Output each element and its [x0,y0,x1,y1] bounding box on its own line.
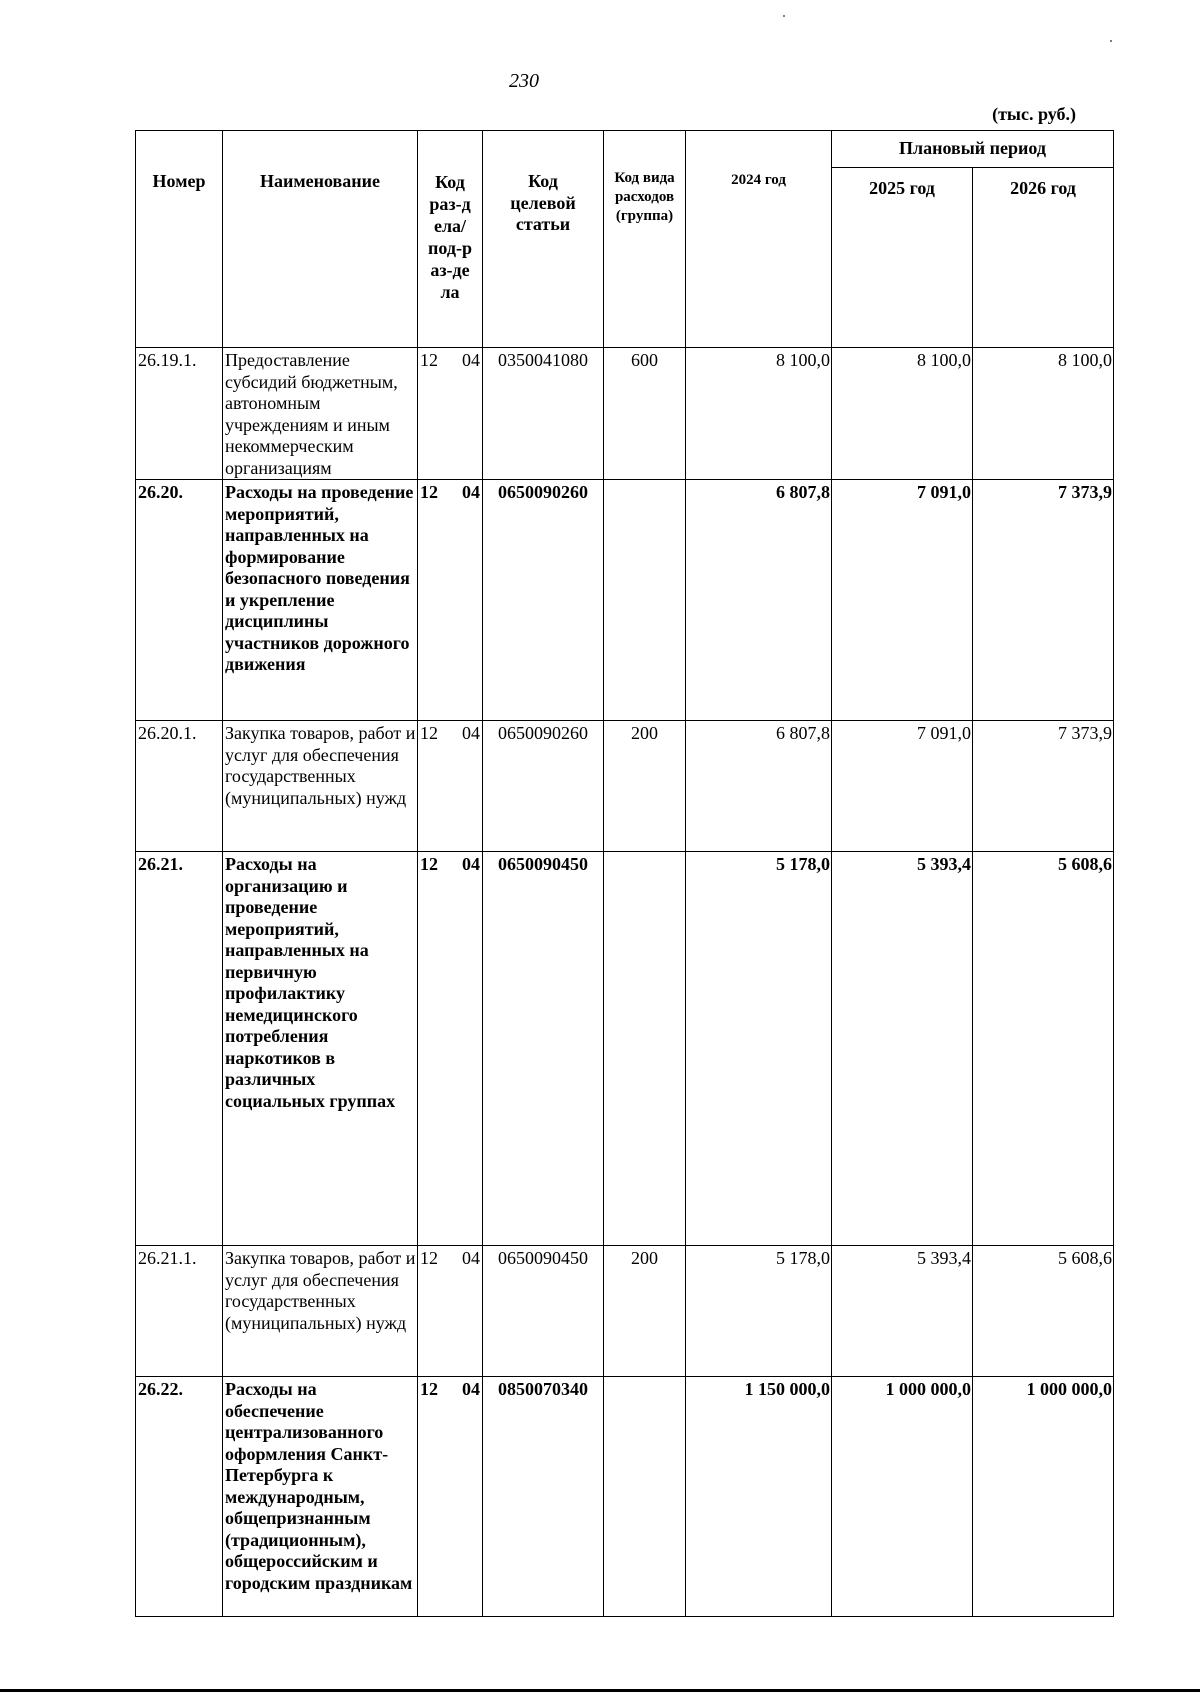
header-number: Номер [136,131,223,348]
row-name: Расходы на проведение мероприятий, направленных на формирование безопасного поведения и укрепление дисциплины участников дорожного движения [223,480,418,721]
row-value-2024: 5 178,0 [686,1246,832,1377]
row-value-2025: 5 393,4 [832,852,973,1246]
row-expense-type [604,852,686,1246]
row-target-code: 0850070340 [483,1377,604,1617]
row-expense-type: 600 [604,348,686,480]
scan-edge-rule [0,1689,1200,1692]
row-subsection: 04 [462,854,480,874]
row-target-code: 0650090260 [483,721,604,852]
row-section-code [418,348,483,480]
table-row [136,1377,1114,1617]
row-expense-type: 200 [604,1246,686,1377]
row-subsection: 04 [462,723,480,743]
row-name: Закупка товаров, работ и услуг для обеспечения государственных (муниципальных) нужд [223,721,418,852]
row-number: 26.22. [136,1377,223,1617]
header-2026: 2026 год [973,168,1114,348]
budget-table [135,130,1114,1617]
scan-speck [783,15,785,17]
header-expense-type-text: Код вида расходов (группа) [614,170,675,224]
table-row [136,480,1114,721]
row-value-2024: 5 178,0 [686,852,832,1246]
row-value-2025: 5 393,4 [832,1246,973,1377]
units-label: (тыс. руб.) [992,104,1076,124]
row-number: 26.19.1. [136,348,223,480]
row-section: 12 [420,854,438,874]
row-value-2026: 5 608,6 [973,1246,1114,1377]
header-2025: 2025 год [832,168,973,348]
row-value-2025: 7 091,0 [832,721,973,852]
row-value-2026: 7 373,9 [973,721,1114,852]
page-number: 230 [509,70,539,92]
row-value-2024: 1 150 000,0 [686,1377,832,1617]
header-section [418,131,483,348]
row-section-code [418,1246,483,1377]
row-expense-type: 200 [604,721,686,852]
row-value-2026: 1 000 000,0 [973,1377,1114,1617]
scan-speck [1110,40,1112,42]
header-section-text: Код раз-дела/ под-раз-дела [428,172,472,302]
row-subsection: 04 [462,350,480,370]
row-section-code [418,852,483,1246]
row-value-2026: 8 100,0 [973,348,1114,480]
row-section: 12 [420,723,438,743]
row-number: 26.21.1. [136,1246,223,1377]
table-row [136,721,1114,852]
row-number: 26.21. [136,852,223,1246]
header-planned-period: Плановый период [832,131,1114,168]
row-target-code: 0350041080 [483,348,604,480]
row-value-2026: 7 373,9 [973,480,1114,721]
row-value-2024: 6 807,8 [686,480,832,721]
row-section: 12 [420,482,438,502]
row-section-code [418,480,483,721]
table-row [136,348,1114,480]
row-value-2025: 1 000 000,0 [832,1377,973,1617]
row-section-code [418,1377,483,1617]
row-value-2024: 6 807,8 [686,721,832,852]
row-section: 12 [420,350,438,370]
header-target-text: Код целевой статьи [510,171,576,234]
table-body [136,348,1114,1617]
header-row-top [136,131,1114,168]
row-name: Предоставление субсидий бюджетным, автономным учреждениям и иным некоммерческим организациям [223,348,418,480]
row-name: Закупка товаров, работ и услуг для обеспечения государственных (муниципальных) нужд [223,1246,418,1377]
row-subsection: 04 [462,1379,480,1399]
row-expense-type [604,1377,686,1617]
table-row [136,852,1114,1246]
row-target-code: 0650090260 [483,480,604,721]
row-name: Расходы на обеспечение централизованного оформления Санкт-Петербурга к международным, общепризнанным (традиционным), общероссийским и городским праздникам [223,1377,418,1617]
table-row [136,1246,1114,1377]
row-value-2025: 8 100,0 [832,348,973,480]
row-section-code [418,721,483,852]
row-name: Расходы на организацию и проведение мероприятий, направленных на первичную профилактику немедицинского потребления наркотиков в различных социальных группах [223,852,418,1246]
row-target-code: 0650090450 [483,852,604,1246]
row-target-code: 0650090450 [483,1246,604,1377]
row-expense-type [604,480,686,721]
row-value-2025: 7 091,0 [832,480,973,721]
header-expense-type [604,131,686,348]
header-name: Наименование [223,131,418,348]
row-subsection: 04 [462,482,480,502]
row-section: 12 [420,1379,438,1399]
row-value-2026: 5 608,6 [973,852,1114,1246]
row-number: 26.20.1. [136,721,223,852]
row-section: 12 [420,1248,438,1268]
row-number: 26.20. [136,480,223,721]
row-value-2024: 8 100,0 [686,348,832,480]
header-target [483,131,604,348]
row-subsection: 04 [462,1248,480,1268]
header-2024: 2024 год [686,131,832,348]
